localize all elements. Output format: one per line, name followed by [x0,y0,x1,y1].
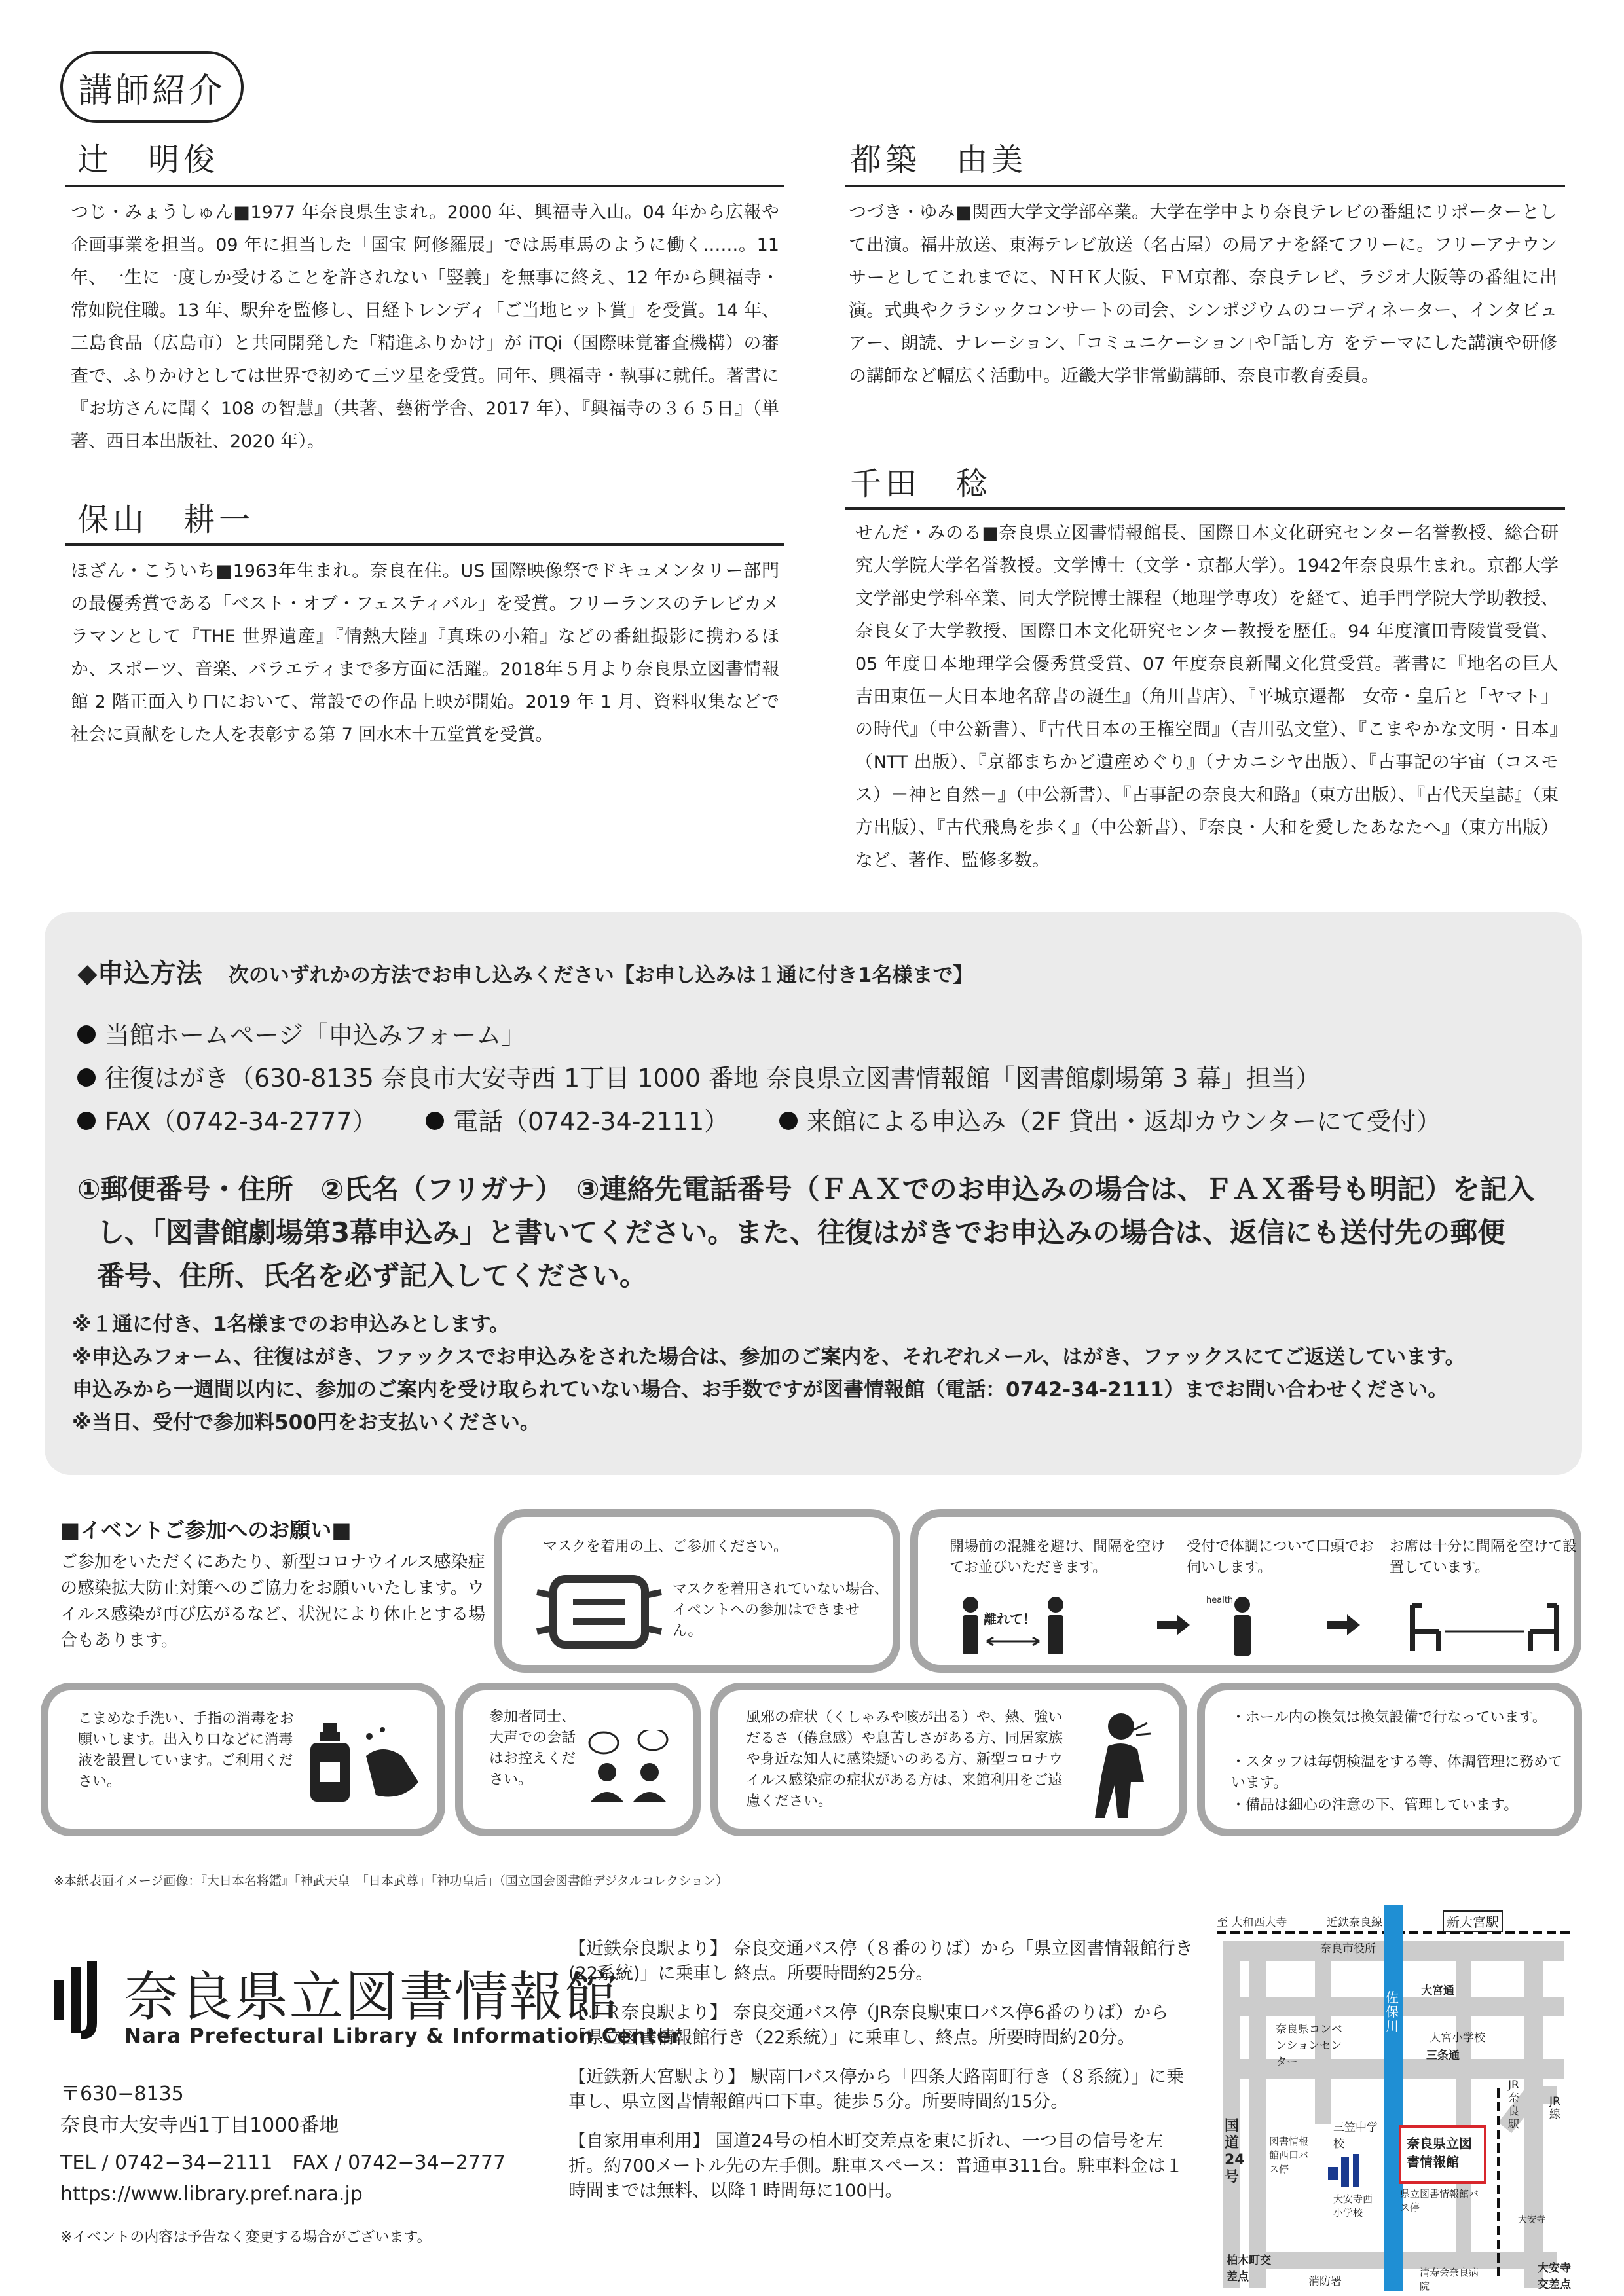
map-label: 県立図書情報館バス停 [1400,2188,1479,2214]
bullet-icon [77,1025,96,1044]
access-jr-nara: 【ＪＲ奈良駅より】 奈良交通バス停（JR奈良駅東口バス停6番のりば）から「県立図書情報館行き（22系統）」に乗車し、終点。所要時間約20分。 [568,2003,1169,2048]
map-label: JR奈良駅 [1508,2079,1519,2131]
library-logo-icon [51,1958,110,2043]
application-title: ◆申込方法 [77,958,202,989]
lecturer-bio: せんだ・みのる■奈良県立図書情報館長、国際日本文化研究センター名誉教授、総合研究大学院大学名誉教授。文学博士（文学・京都大学）。1942年奈良県生まれ。京都大学文学部史学科卒業、同大学院博士課程（地理学専攻）を経て、追手門学院大学助教授、奈良女子大学教授、国際日本文化研究センター教授を歴任。94 年度濱田青陵賞受賞、05 年度日本地理学会優秀賞受賞、07 年度奈良新聞文化賞受賞。著書に『地名の巨人 吉田東伍－大日本地名辞書の誕生』（角川書店）、『平城京遷都 女帝・皇后と「ヤマト」の時代』（中公新書）、『古代日本の王権空間』（吉川弘文堂）、『こまやかな文明・日本』 （NTT 出版）、『京都まちかど遺産めぐり』（ナカニシヤ出版）、『古事記の宇宙（コスモス）－神と自然－』（中公新書）、『古事記の奈良大和路』（東方出版）、『古代天皇誌』（東方出版）、『古代飛鳥を歩く』（中公新書）、『奈良・大和を愛したあなたへ』（東方出版）など、著作、監修多数。 [855,523,1576,871]
hand-card [41,1683,445,1836]
ventilation-card [1197,1683,1582,1836]
map-label: 大宮通 [1421,1984,1454,1997]
bullet-icon [77,1112,96,1130]
map-label: 奈良県コンベンションセンター [1276,2023,1342,2069]
section-title: 講師紹介 [60,51,244,123]
lecturer-name: 都築 由美 [850,141,1027,178]
application-note: ※申込みフォーム、往復はがき、ファックスでお申込みをされた場合は、参加のご案内を、それぞれメール、はがき、ファックスにてご返送しています。 [72,1345,1466,1369]
chairs-icon [1409,1599,1560,1658]
ventilation-text: ・ホール内の換気は換気設備で行なっています。 [1231,1709,1547,1726]
access-map [1210,1899,1582,2291]
distance-icon [957,1595,1069,1661]
event-intro: ご参加をいただくにあたり、新型コロナウイルス感染症の感染拡大防止対策へのご協力をお願いいたします。ウイルス感染が再び広がるなど、状況により休止とする場合もあります。 [60,1552,486,1650]
lecturer-bio: つづき・ゆみ■関西大学文学部卒業。大学在学中より奈良テレビの番組にリポーターとして出演。福井放送、東海テレビ放送（名古屋）の局アナを経てフリーに。フリーアナウンサーとしてこれまでに、ＮＨＫ大阪、ＦＭ京都、奈良テレビ、ラジオ大阪等の番組に出演。式典やクラシックコンサートの司会、シンポジウムのコーディネーター、インタビュアー、朗読、ナレーション、｢コミュニケーション｣や｢話し方｣をテーマにした講演や研修の講師など幅広く活動中。近畿大学非常勤講師、奈良市教育委員。 [849,202,1557,386]
map-label: 三条通 [1426,2049,1460,2062]
map-label: 奈良市役所 [1320,1942,1376,1956]
lecturer-bio: ほざん・こういち■1963年生まれ。奈良在住。US 国際映像祭でドキュメンタリー部門の最優秀賞である「ベスト・オブ・フェスティバル」を受賞。フリーランスのテレビカメラマンとして『THE 世界遺産』『情熱大陸』『真珠の小箱』などの番組撮影に携わるほか、スポーツ、音楽、バラエティまで多方面に活躍。2018年５月より奈良県立図書情報館 2 階正面入り口において、常設での作品上映が開始。2019 年 1 月、資料収集などで社会に貢献をした人を表彰する第 7 回水木十五堂賞を受賞。 [71,561,779,745]
ventilation-text: ・備品は細心の注意の下、管理しています。 [1231,1797,1519,1813]
sick-person-icon [1085,1710,1164,1821]
bullet-icon [77,1068,96,1087]
conversation-icon [581,1730,679,1808]
method-tel: 電話（0742-34-2111） [426,1100,729,1143]
application-note: ※１通に付き、1名様までのお申込みとします。 [72,1313,509,1336]
map-label: 大宮小学校 [1430,2032,1485,2045]
map-label: 近鉄奈良線 [1327,1916,1382,1929]
map-label: 図書情報館西口バス停 [1269,2136,1309,2175]
divider [65,543,784,546]
access-shin-omiya: 【近鉄新大宮駅より】 駅南口バス停から「四条大路南町行き（８系統）」に乗車し、県立図書情報館西口下車。徒歩５分。所要時間約15分。 [568,2067,1185,2112]
seating-text: お席は十分に間隔を空けて設置しています。 [1390,1539,1578,1576]
map-label: 新大宮駅 [1443,1910,1503,1932]
map-label: 消防署 [1308,2275,1342,2288]
symptoms-text: 風邪の症状（くしゃみや咳が出る）や、熱、強いだるさ（倦怠感）や息苦しさがある方、同居家族や身近な知人に感染疑いのある方、新型コロナウイルス感染症の症状がある方は、来館利用をご遠慮ください。 [746,1709,1063,1810]
lecturer-name: 辻 明俊 [77,141,219,178]
ventilation-text: ・スタッフは毎朝検温をする等、体調管理に務めています。 [1231,1754,1563,1791]
map-library-label: 奈良県立図書情報館 [1407,2136,1472,2170]
method-homepage: 当館ホームページ「申込みフォーム」 [77,1013,526,1057]
lecturer-name: 保山 耕一 [77,501,255,538]
map-label: 清寿会奈良病院 [1420,2267,1479,2291]
application-subtitle: 次のいずれかの方法でお申し込みください【お申し込みは１通に付き1名様まで】 [228,964,974,987]
divider [845,185,1565,187]
map-roads [1210,1899,1582,2291]
address: 奈良市大安寺西1丁目1000番地 [60,2114,339,2137]
health-label: health [1206,1595,1234,1605]
queue-text: 開場前の混雑を避け、間隔を空けてお並びいただきます。 [950,1539,1166,1576]
library-logo-english: Nara Prefectural Library & Information Center [124,2024,682,2048]
reception-text: 受付で体調について口頭でお伺いします。 [1187,1539,1374,1576]
access-kintetsu-nara: 【近鉄奈良駅より】 奈良交通バス停（８番のりば）から「県立図書情報館行き(22系統)」に乗車し 終点。所要時間約25分。 [568,1939,1193,1984]
mask-warning: マスクを着用されていない場合、イベントへの参加はできません。 [673,1581,889,1639]
application-step-1: ①郵便番号・住所 ②氏名（フリガナ） ③連絡先電話番号（ＦＡＸでのお申込みの場合は、ＦＡＸ番号も明記）を記入 [77,1173,1535,1205]
sanitizer-icon [304,1717,428,1808]
map-label: 至 大和西大寺 [1217,1916,1287,1929]
access-info [568,1937,1197,2218]
mask-card [494,1509,900,1673]
talk-card [455,1683,701,1836]
arrow-icon [1327,1612,1360,1638]
access-car: 【自家用車利用】 国道24号の柏木町交差点を東に折れ、一つ目の信号を左折。約700メートル先の左手側。駐車スペース：普通車311台。駐車料金は１時間までは無料、以降１時間毎に100円。 [568,2131,1183,2201]
method-postcard: 往復はがき（630-8135 奈良市大安寺西 1丁目 1000 番地 奈良県立図書情報館「図書館劇場第 3 幕」担当） [77,1057,1321,1100]
website-url[interactable]: https://www.library.pref.nara.jp [60,2183,363,2206]
application-step-2: し、「図書館劇場第3幕申込み」と書いてください。また、往復はがきでお申込みの場合は、返信にも送付先の郵便 [97,1216,1505,1248]
lecturer-bio: つじ・みょうしゅん■1977 年奈良県生まれ。2000 年、興福寺入山。04 年から広報や企画事業を担当。09 年に担当した「国宝 阿修羅展」では馬車馬のように働く……。11 年、一生に一度しか受けることを許されない「竪義」を無事に終え、12 年から興福寺・常如院住職。13 年、駅弁を監修し、日経トレンディ「ご当地ヒット賞」を受賞。14 年、三島食品（広島市）と共同開発した「精進ふりかけ」が iTQi（国際味覚審査機構）の審査で、ふりかけとしては世界で初めて三ツ星を受賞。同年、興福寺・執事に就任。著書に『お坊さんに聞く 108 の智慧』（共著、藝術学舎、2017 年）、『興福寺の３６５日』（単著、西日本出版社、2020 年）。 [71,202,779,452]
map-label: 佐保川 [1386,1990,1399,2034]
mask-icon [534,1569,665,1654]
map-label: 国道24号 [1225,2118,1245,2185]
lecturer-name: 千田 稔 [850,465,992,502]
map-label: 三笠中学校 [1333,2121,1378,2151]
tel-fax: TEL / 0742−34−2111 FAX / 0742−34−2777 [60,2151,506,2174]
disclaimer: ※イベントの内容は予告なく変更する場合がございます。 [60,2229,432,2246]
queue-card [910,1509,1581,1673]
application-note: 申込みから一週間以内に、参加のご案内を受け取られていない場合、お手数ですが図書情報館（電話：0742-34-2111）までお問い合わせください。 [72,1378,1449,1402]
map-label: JR線 [1549,2095,1560,2121]
method-fax: FAX（0742-34-2777） [77,1100,377,1143]
mask-text: マスクを着用の上、ご参加ください。 [543,1539,788,1555]
bullet-icon [779,1112,798,1130]
application-step-3: 番号、住所、氏名を必ず記入してください。 [97,1260,648,1292]
map-label: 大安寺交差点 [1538,2262,1571,2291]
person-icon [1226,1595,1259,1661]
symptoms-card [710,1683,1187,1836]
map-label: 大安寺 [1518,2215,1545,2225]
event-title: ■イベントご参加へのお願い■ [60,1518,352,1542]
library-logo-text: 奈良県立図書情報館 [124,1966,620,2028]
cover-image-credit: ※本紙表面イメージ画像：『大日本名将鑑』「神武天皇」「日本武尊」「神功皇后」（国立国会図書館デジタルコレクション） [54,1874,728,1888]
distance-label: 離れて！ [984,1611,1036,1627]
talk-text: 参加者同士、大声での会話はお控えください。 [489,1709,576,1788]
application-heading [77,953,973,990]
postal-code: 〒630−8135 [60,2083,184,2105]
bullet-icon [426,1112,444,1130]
map-label: 柏木町交差点 [1227,2254,1271,2284]
application-note: ※当日、受付で参加料500円をお支払いください。 [72,1411,540,1434]
divider [845,507,1565,510]
map-label: 大安寺西小学校 [1333,2193,1373,2219]
divider [65,185,784,187]
hand-text: こまめな手洗い、手指の消毒をお願いします。出入り口などに消毒液を設置しています。ご利用ください。 [78,1711,295,1790]
arrow-icon [1157,1612,1190,1638]
method-visit: 来館による申込み（2F 貸出・返却カウンターにて受付） [779,1100,1441,1143]
